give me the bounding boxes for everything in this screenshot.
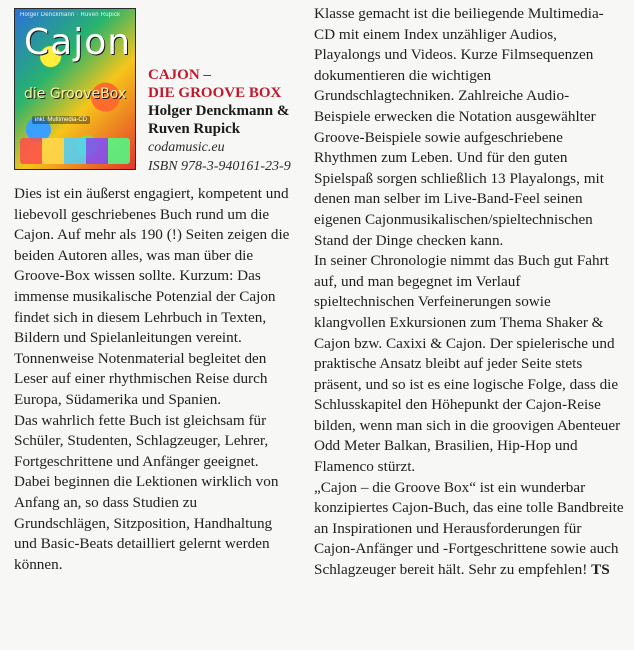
cover-art bbox=[20, 138, 130, 164]
review-closing-text: „Cajon – die Groove Box“ ist ein wunderbar konzipiertes Cajon-Buch, das eine tolle Bandbreite an Inspirationen und Herausforderungen für Cajon-Anfänger und -Fortgeschrittene sowie auch Schlagzeuger bereit hält. Sehr zu empfehlen! bbox=[314, 478, 624, 579]
cover-authors: Holger Denckmann · Ruven Rupick bbox=[20, 12, 121, 18]
cover-cd-label: inkl. Multimedia-CD bbox=[32, 116, 90, 124]
book-title-line-2: DIE GROOVE BOX bbox=[148, 85, 282, 101]
review-column-left bbox=[14, 184, 296, 575]
review-column-right bbox=[314, 4, 624, 581]
review-paragraph: In seiner Chronologie nimmt das Buch gut Fahrt auf, und man begegnet im Verlauf spieltechnischen Verfeinerungen sowie klangvollen Exkursionen zum Thema Shaker & Cajon bzw. Caxixi & Cajon. Der spielerische und praktische Ansatz bleibt auf jeder Seite stets präsent, und so ist es eine logische Folge, dass die Schlusskapitel den Höhepunkt der Cajon-Reise bilden, wenn man sich in die groovigen Abenteuer Odd Meter Balkan, Brasilien, Hip-Hop und Flamenco stürzt. bbox=[314, 252, 621, 476]
book-isbn: ISBN 978-3-940161-23-9 bbox=[148, 159, 291, 174]
review-paragraph: Klasse gemacht ist die beiliegende Multimedia-CD mit einem Index unzähliger Audios, Playalongs und Videos. Kurze Filmsequenzen dokumentieren die wichtigen Grundschlagtechniken. Zahlreiche Audio-Beispiele erwecken die Notation ausgewählter Groove-Beispiele sowie aufgeschriebene Rhythmen zum Leben. Und für den guten Spielspaß sorgen schließlich 13 Playalongs, mit denen man selber im Live-Band-Feel seinen eigenen Cajonmusikalischen/spieltechnischen Stand der Dinge checken kann. bbox=[314, 5, 604, 249]
book-title-line-1: CAJON – bbox=[148, 67, 211, 83]
book-authors-line-1: Holger Denckmann & bbox=[148, 103, 290, 119]
book-cover-image bbox=[14, 8, 136, 170]
review-paragraph: Dies ist ein äußerst engagiert, kompetent und liebevoll geschriebenes Buch rund um die Cajon. Auf mehr als 190 (!) Seiten zeigen die beiden Autoren alles, was man über die Groove-Box wissen sollte. Kurzum: Das immense musikalische Potenzial der Cajon findet sich in diesem Lehrbuch in Texten, Bildern und Spielanleitungen vereint. Tonnenweise Notenmaterial begleitet den Leser auf einer rhythmischen Reise durch Europa, Südamerika und Spanien. bbox=[14, 185, 290, 408]
cover-title: Cajon bbox=[24, 22, 132, 63]
cover-subtitle: die GrooveBox bbox=[24, 86, 127, 102]
review-paragraph: Das wahrlich fette Buch ist gleichsam für Schüler, Studenten, Schlagzeuger, Lehrer, Fortgeschrittene und Anfänger geeignet. Dabei beginnen die Lektionen wirklich von Anfang an, so dass Studien zu Grundschlägen, Sitzposition, Handhaltung und Basic-Beats detailliert gelernt werden können. bbox=[14, 411, 279, 573]
book-authors-line-2: Ruven Rupick bbox=[148, 121, 241, 137]
reviewer-signature: TS bbox=[591, 561, 610, 579]
book-meta bbox=[148, 66, 298, 176]
book-website: codamusic.eu bbox=[148, 140, 225, 155]
review-paragraph-final bbox=[314, 478, 624, 581]
